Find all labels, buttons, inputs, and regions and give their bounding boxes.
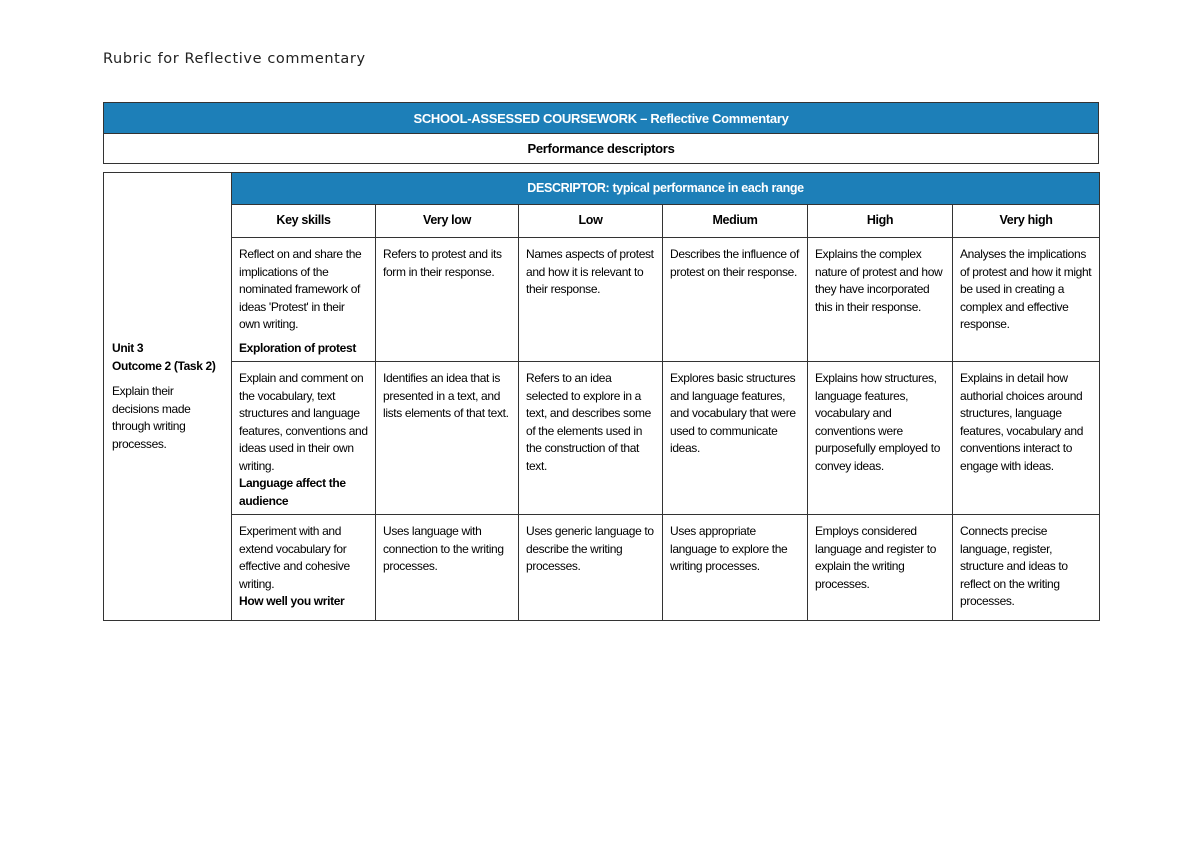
key-skill-cell	[232, 362, 376, 515]
key-skill-name: Language affect the audience	[239, 476, 346, 508]
coursework-header-table	[103, 102, 1099, 164]
key-skill-cell	[232, 238, 376, 362]
medium-cell: Explores basic structures and language features, and vocabulary that were used to communicate ideas.	[663, 362, 808, 515]
table-row	[104, 515, 1100, 621]
column-header-medium: Medium	[663, 205, 808, 238]
rubric-table	[103, 172, 1100, 621]
very-high-cell: Analyses the implications of protest and how it might be used in creating a complex and effective response.	[953, 238, 1100, 362]
key-skill-description: Reflect on and share the implications of the nominated framework of ideas 'Protest' in their own writing.	[239, 247, 362, 331]
key-skill-name: Exploration of protest	[239, 340, 356, 355]
key-skill-description: Explain and comment on the vocabulary, text structures and language features, conventions and ideas used in their own writing.	[239, 371, 368, 473]
column-header-very-high: Very high	[953, 205, 1100, 238]
column-header-high: High	[808, 205, 953, 238]
outcome-description: Explain their decisions made through writing processes.	[112, 384, 191, 451]
very-low-cell: Uses language with connection to the writing processes.	[376, 515, 519, 621]
very-low-cell: Refers to protest and its form in their response.	[376, 238, 519, 362]
page-title: Rubric for Reflective commentary	[103, 51, 366, 67]
high-cell: Explains the complex nature of protest and how they have incorporated this in their response.	[808, 238, 953, 362]
key-skill-cell	[232, 515, 376, 621]
column-header-very-low: Very low	[376, 205, 519, 238]
very-low-cell: Identifies an idea that is presented in a text, and lists elements of that text.	[376, 362, 519, 515]
high-cell: Explains how structures, language features, vocabulary and conventions were purposefully employed to convey ideas.	[808, 362, 953, 515]
unit-label: Unit 3	[112, 341, 144, 355]
medium-cell: Uses appropriate language to explore the writing processes.	[663, 515, 808, 621]
key-skill-name: How well you writer	[239, 594, 345, 608]
column-header-row	[104, 205, 1100, 238]
very-high-cell: Explains in detail how authorial choices around structures, language features, vocabulary and conventions interact to engage with ideas.	[953, 362, 1100, 515]
table-row	[104, 238, 1100, 362]
outcome-label: Outcome 2 (Task 2)	[112, 358, 216, 373]
column-header-low: Low	[519, 205, 663, 238]
descriptor-heading: DESCRIPTOR: typical performance in each range	[232, 173, 1100, 205]
low-cell: Names aspects of protest and how it is relevant to their response.	[519, 238, 663, 362]
coursework-title: SCHOOL-ASSESSED COURSEWORK – Reflective Commentary	[104, 103, 1099, 134]
column-header-key-skills: Key skills	[232, 205, 376, 238]
performance-descriptors-heading: Performance descriptors	[104, 134, 1099, 164]
table-row	[104, 362, 1100, 515]
unit-outcome-cell	[104, 173, 232, 621]
high-cell: Employs considered language and register to explain the writing processes.	[808, 515, 953, 621]
low-cell: Refers to an idea selected to explore in a text, and describes some of the elements used in the construction of that text.	[519, 362, 663, 515]
key-skill-description: Experiment with and extend vocabulary for effective and cohesive writing.	[239, 524, 350, 591]
very-high-cell: Connects precise language, register, structure and ideas to reflect on the writing processes.	[953, 515, 1100, 621]
low-cell: Uses generic language to describe the writing processes.	[519, 515, 663, 621]
medium-cell: Describes the influence of protest on their response.	[663, 238, 808, 362]
